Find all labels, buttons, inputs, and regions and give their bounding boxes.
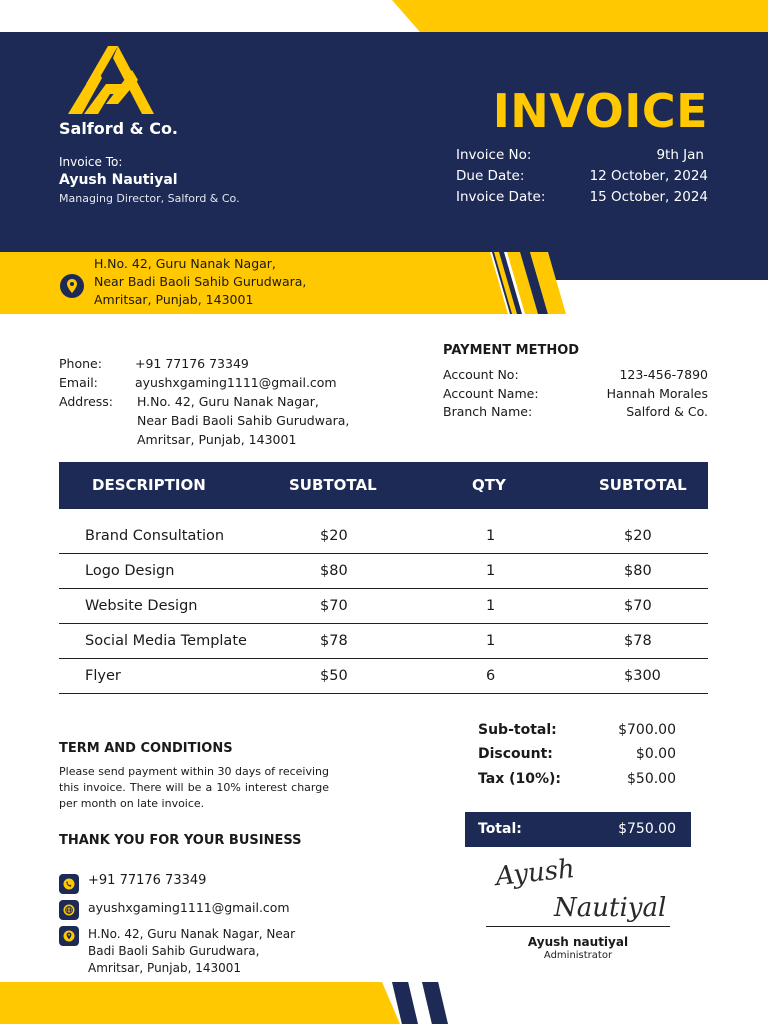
footer-email: ayushxgaming1111@gmail.com: [88, 900, 290, 915]
footer-phone: +91 77176 73349: [88, 873, 207, 888]
signatory-role: Administrator: [543, 950, 613, 961]
cell-description: Brand Consultation: [85, 528, 225, 544]
band-address-line: H.No. 42, Guru Nanak Nagar,: [94, 256, 276, 271]
pay-label: Account No:: [443, 367, 519, 382]
column-header-description: DESCRIPTION: [92, 476, 206, 494]
grand-total-box: [465, 812, 691, 847]
branch-name-row: [443, 404, 708, 419]
address-line: Near Badi Baoli Sahib Gurudwara,: [137, 413, 350, 428]
phone-icon: [59, 874, 79, 894]
email-value: ayushxgaming1111@gmail.com: [135, 375, 337, 390]
band-address-line: Amritsar, Punjab, 143001: [94, 292, 254, 307]
client-role: Managing Director, Salford & Co.: [59, 192, 240, 205]
meta-label: Due Date:: [456, 168, 525, 184]
invoice-date-row: [456, 189, 708, 205]
cell-qty: 6: [486, 668, 496, 684]
terms-title: TERM AND CONDITIONS: [59, 741, 233, 756]
phone-value: +91 77176 73349: [135, 356, 249, 371]
table-body: [59, 519, 708, 694]
cell-subtotal: $80: [624, 563, 652, 579]
invoice-title: INVOICE: [492, 84, 708, 138]
band-address-line: Near Badi Baoli Sahib Gurudwara,: [94, 274, 307, 289]
cell-price: $20: [320, 528, 348, 544]
company-name: Salford & Co.: [59, 119, 179, 138]
cell-subtotal: $70: [624, 598, 652, 614]
pay-label: Account Name:: [443, 386, 539, 401]
total-value: $0.00: [635, 746, 676, 762]
discount-row: [478, 746, 676, 762]
tax-row: [478, 771, 676, 787]
grand-total-label: Total:: [478, 821, 522, 837]
meta-label: Invoice No:: [456, 147, 532, 163]
signature-script-first: Ayush: [494, 853, 577, 893]
footer-address-line: Amritsar, Punjab, 143001: [88, 961, 242, 975]
pay-value: Salford & Co.: [626, 404, 708, 419]
due-date-row: [456, 168, 708, 184]
cell-qty: 1: [486, 598, 496, 614]
cell-description: Social Media Template: [85, 633, 247, 649]
address-label: Address:: [59, 394, 113, 409]
column-header-subtotal: SUBTOTAL: [599, 476, 687, 494]
invoice-number-row: [456, 147, 708, 163]
address-line: H.No. 42, Guru Nanak Nagar,: [137, 394, 319, 409]
cell-description: Website Design: [85, 598, 198, 614]
total-label: Sub-total:: [478, 722, 557, 738]
address-line: Amritsar, Punjab, 143001: [137, 432, 297, 447]
column-header-subtotal: SUBTOTAL: [289, 476, 377, 494]
company-logo: [66, 44, 156, 116]
table-header: [59, 462, 708, 509]
table-row: [59, 554, 708, 589]
client-name: Ayush Nautiyal: [59, 172, 178, 188]
cell-qty: 1: [486, 633, 496, 649]
payment-method-title: PAYMENT METHOD: [443, 343, 580, 358]
email-row: [59, 373, 349, 392]
bottom-navy-stripe: [422, 982, 448, 1024]
cell-price: $80: [320, 563, 348, 579]
phone-label: Phone:: [59, 356, 102, 371]
meta-value: 9th Jan: [656, 147, 704, 163]
cell-subtotal: $78: [624, 633, 652, 649]
pay-value: 123-456-7890: [619, 367, 708, 382]
pay-value: Hannah Morales: [606, 386, 708, 401]
meta-value: 12 October, 2024: [589, 168, 708, 184]
cell-description: Logo Design: [85, 563, 175, 579]
phone-row: [59, 354, 349, 373]
footer-address-line: H.No. 42, Guru Nanak Nagar, Near: [88, 927, 296, 941]
table-row: [59, 519, 708, 554]
cell-qty: 1: [486, 528, 496, 544]
cell-qty: 1: [486, 563, 496, 579]
signature-script-last: Nautiyal: [554, 893, 667, 923]
signatory-name: Ayush nautiyal: [527, 935, 629, 949]
bottom-yellow-stripe: [0, 982, 400, 1024]
grand-total-value: $750.00: [618, 821, 676, 837]
cell-price: $78: [320, 633, 348, 649]
total-label: Discount:: [478, 746, 553, 762]
total-label: Tax (10%):: [478, 771, 562, 787]
footer-address-line: Badi Baoli Sahib Gurudwara,: [88, 944, 260, 958]
top-yellow-stripe: [392, 0, 768, 32]
band-address: [94, 255, 306, 309]
subtotal-row: [478, 722, 676, 738]
signature-image: [486, 848, 676, 926]
address-value: [135, 392, 349, 449]
contact-details: [59, 354, 349, 449]
cell-subtotal: $300: [624, 668, 661, 684]
email-label: Email:: [59, 375, 98, 390]
table-row: [59, 659, 708, 694]
cell-price: $50: [320, 668, 348, 684]
address-row: [59, 392, 349, 449]
location-pin-icon: [60, 274, 84, 298]
total-value: $700.00: [618, 722, 676, 738]
account-number-row: [443, 367, 708, 382]
total-value: $50.00: [627, 771, 676, 787]
cell-price: $70: [320, 598, 348, 614]
meta-label: Invoice Date:: [456, 189, 546, 205]
table-row: [59, 624, 708, 659]
account-name-row: [443, 386, 708, 401]
thank-you-heading: THANK YOU FOR YOUR BUSINESS: [59, 833, 302, 848]
cell-subtotal: $20: [624, 528, 652, 544]
cell-description: Flyer: [85, 668, 121, 684]
table-row: [59, 589, 708, 624]
footer-address: [88, 926, 295, 977]
location-pin-icon: [59, 926, 79, 946]
invoice-to-label: Invoice To:: [59, 155, 123, 169]
terms-text: Please send payment within 30 days of receiving this invoice. There will be a 10% interest charge per month on late invoice.: [59, 765, 329, 810]
column-header-qty: QTY: [472, 476, 506, 494]
signature-line: [486, 926, 670, 927]
pay-label: Branch Name:: [443, 404, 533, 419]
globe-icon: [59, 900, 79, 920]
meta-value: 15 October, 2024: [589, 189, 708, 205]
